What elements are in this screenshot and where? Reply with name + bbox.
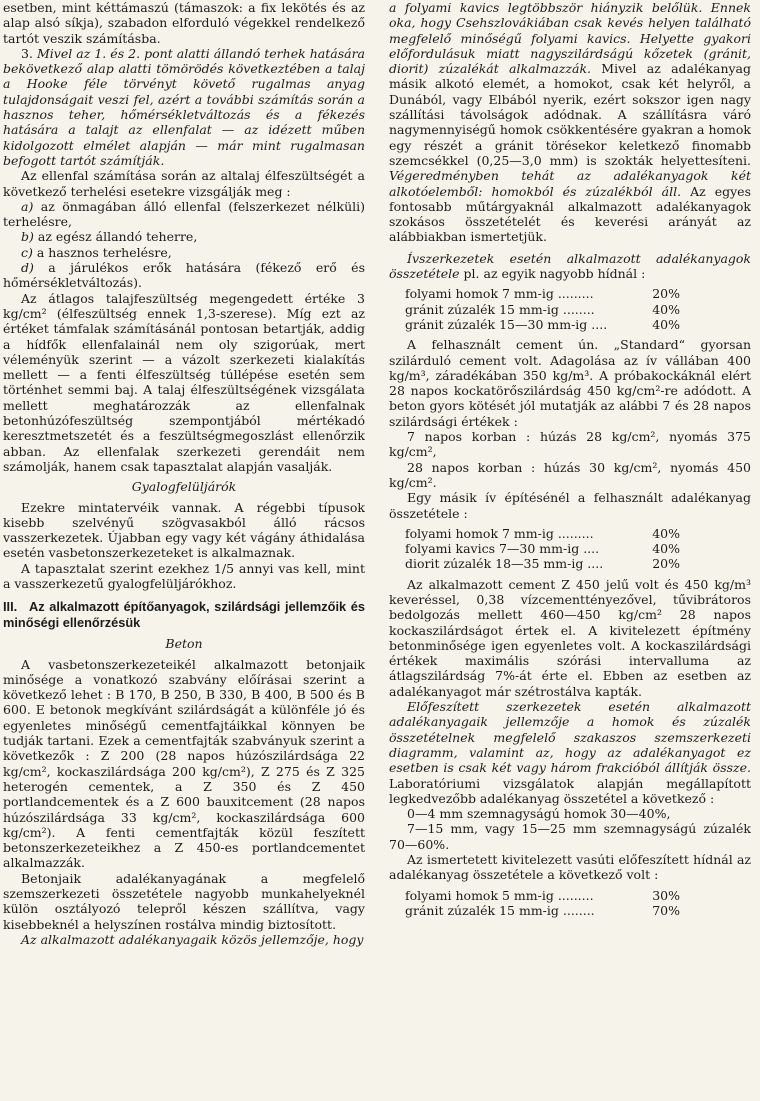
paragraph: Az alkalmazott cement Z 450 jelű volt és 450 kg/m³ keveréssel, 0,38 vízcementtényezővel, tűvibrátoros bedolgozás mellett 460—450 kg/cm² 28 napos kockaszilárdságot értek el. A kivitelezett építmény betonminősége igen egyenletes volt. A kockaszilárdsági értékek maximális szórási intervalluma az átlagszilárdság 7%-át érte el. Ebben az esetben az adalékanyagot már szétrostálva kapták. — [389, 576, 751, 699]
paragraph: 7 napos korban : húzás 28 kg/cm², nyomás 375 kg/cm², — [389, 429, 751, 460]
italic-text: Ívszerkezetek esetén alkalmazott adalékanyagok összetétele — [389, 250, 751, 282]
list-marker: a) — [21, 198, 34, 214]
italic-text: a folyami kavics legtöbbször hiányzik belőlük. Ennek oka, hogy Csehszlovákiában csak kevés helyen található megfelelő minőségű folyami kavics. Helyette gyakori előfordulásuk miatt nagyszilárdságú kőzetek (gránit, diorit) zúzalékát alkalmazzák. — [389, 0, 751, 77]
table-cell-percent: 20% — [652, 286, 680, 302]
paragraph: Ezekre mintatervéik vannak. A régebbi típusok kisebb szelvényű szögvasakból álló rácsos vasszerkezetek. Újabban egy vagy két vágány áthidalása esetén vasbetonszerkezeteket is alkalmaznak. — [3, 499, 365, 561]
table-row — [405, 317, 751, 332]
paragraph: A tapasztalat szerint ezekhez 1/5 annyi vas kell, mint a vasszerkezetű gyalogfelüljárókhoz. — [3, 560, 365, 591]
table-cell-material: gránit zúzalék 15 mm-ig ........ — [405, 902, 595, 918]
paragraph — [389, 0, 751, 245]
table-cell-percent: 30% — [652, 887, 680, 903]
list-marker: d) — [21, 260, 34, 276]
list-marker: b) — [21, 229, 34, 245]
paragraph: 0—4 mm szemnagyságú homok 30—40%, — [407, 806, 671, 822]
list-text: a hasznos terhelésre, — [32, 244, 172, 260]
text: Mivel az adalékanyag másik alkotó elemét, a homokot, csak két helyről, a Dunából, vagy Elbából nyerik, ezért sokszor igen nagy szállítási távolságok adódnak. A szállításra váró nagymennyiségű homok csökkentésére gyakran a homok egy részét a gránit törésekor keletkező finomabb szemcsékkel (0,25—3,0 mm) is szokták helyettesíteni. — [389, 61, 752, 168]
paragraph — [3, 46, 365, 168]
paragraph: Egy másik ív építésénél a felhasznált adalékanyag összetétele : — [389, 490, 751, 521]
right-column — [389, 0, 751, 923]
list-item — [3, 199, 365, 230]
mix-table-2 — [405, 526, 751, 572]
table-cell-material: folyami homok 7 mm-ig ......... — [405, 286, 594, 302]
italic-text: Mivel az 1. és 2. pont alatti állandó terhek hatására bekövetkező alap alatti tömörödés következtében a talaj a Hooke féle törvényt követő rugalmas anyag tulajdonságait veszi fel, azért a további számítás során a hasznos teher, hőmérsékletváltozás és a fékezés hatására a talajt az ellenfalat — az idézett műben kidolgozott elmélet alapján — már mint rugalmasan befogott tartót számítják. — [3, 45, 365, 168]
paragraph: Betonjaik adalékanyagának a megfelelő szemszerkezeti összetétele nagyobb munkahelyeknél külön osztályozó telepről készen szállítva, vagy kisebbeknél a helyszínen rostálva mindig biztosított. — [3, 870, 365, 932]
text: Laboratóriumi vizsgálatok alapján megállapított legkedvezőbb adalékanyag összetétel a következő : — [389, 775, 751, 806]
paragraph: Az ellenfal számítása során az altalaj élfeszültségét a következő terhelési esetekre vizsgálják meg : — [3, 168, 365, 199]
mix-table-1 — [405, 286, 751, 332]
section-heading — [3, 599, 365, 631]
table-row — [405, 286, 751, 301]
table-row — [405, 888, 751, 903]
table-cell-percent: 40% — [652, 316, 680, 332]
paragraph: A vasbetonszerkezeteikél alkalmazott betonjaik minősége a vonatkozó szabvány előírásai szerint a következő lehet : B 170, B 250, B 330, B 400, B 500 és B 600. E betonok megkívánt szilárdságát a különféle jó és egyenletes minőségű cementfajtáikkal könnyen be tudják tartani. Ezek a cementfajták szabványuk szerint a következők : Z 200 (28 napos húzószilárdsága 22 kg/cm², kockaszilárdsága 200 kg/cm²), Z 275 és Z 325 heterogén cementek, a Z 350 és Z 450 portlandcementek és a Z 600 bauxitcement (28 napos húzószilárdsága 33 kg/cm², kockaszilárdsága 600 kg/cm²). A fenti cementfajták közül feszített betonszerkezeteikhez a Z 450-es portlandcementet alkalmazzák. — [3, 656, 365, 871]
table-cell-material: folyami homok 5 mm-ig ......... — [405, 887, 594, 903]
paragraph: 7—15 mm, vagy 15—25 mm szemnagyságú zúzalék 70—60%. — [389, 821, 751, 852]
table-row — [405, 526, 751, 541]
table-cell-percent: 40% — [652, 301, 680, 317]
table-cell-material: folyami kavics 7—30 mm-ig .... — [405, 541, 600, 557]
text: pl. az egyik nagyobb hídnál : — [459, 266, 646, 282]
paragraph — [389, 251, 751, 282]
mix-table-3 — [405, 888, 751, 919]
table-row — [405, 302, 751, 317]
table-cell-percent: 40% — [652, 525, 680, 541]
paragraph — [389, 699, 751, 806]
italic-text: Előfeszített szerkezetek esetén alkalmazott adalékanyagaik jellemzője a homok és zúzalék összetételnek megfelelő szakaszos szemszerkezeti diagramm, valamint az, hogy az adalékanyagot ez esetben is csak két vagy három frakcióból állítják össze. — [389, 699, 751, 776]
subheading: Gyalogfelüljárók — [131, 479, 237, 495]
table-row — [405, 556, 751, 571]
list-text: a járulékos erők hatására (fékező erő és hőmérsékletváltozás). — [3, 260, 365, 291]
table-cell-percent: 40% — [652, 541, 680, 557]
paragraph: 28 napos korban : húzás 30 kg/cm², nyomás 450 kg/cm². — [389, 459, 751, 490]
table-cell-material: folyami homok 7 mm-ig ......... — [405, 525, 594, 541]
list-item — [3, 260, 365, 291]
item-number: 3. — [21, 45, 37, 61]
table-cell-percent: 20% — [652, 556, 680, 572]
paragraph: A felhasznált cement ún. „Standard“ gyorsan szilárduló cement volt. Adagolása az ív vállában 400 kg/m³, záradékában 350 kg/m³. A próbakockáknál elért 28 napos kockatörőszilárdság 450 kg/cm²-re adódott. A beton gyors kötését jól mutatják az alábbi 7 és 28 napos szilárdsági értékek : — [389, 337, 751, 429]
list-marker: c) — [21, 244, 33, 260]
section-number: III. — [3, 599, 18, 615]
italic-text: Végeredményben tehát az adalékanyagok két alkotóelemből: homokból és zúzalékból áll. — [389, 168, 751, 199]
table-cell-percent: 70% — [652, 902, 680, 918]
list-item — [3, 229, 365, 244]
list-item — [3, 245, 365, 260]
section-title: Az alkalmazott építőanyagok, szilárdsági jellemzőik és minőségi ellenőrzésük — [3, 599, 365, 631]
table-cell-material: gránit zúzalék 15—30 mm-ig .... — [405, 316, 608, 332]
paragraph: esetben, mint kéttámaszú (támaszok: a fix lekötés és az alap alsó síkja), szabadon elforduló végekkel rendelkező tartót veszik számításba. — [3, 0, 365, 46]
left-column — [3, 0, 365, 947]
paragraph: Az ismertetett kivitelezett vasúti előfeszített hídnál az adalékanyag összetétele a következő volt : — [389, 852, 751, 883]
paragraph: Az alkalmazott adalékanyagaik közös jellemzője, hogy — [21, 931, 364, 947]
subheading: Beton — [165, 636, 203, 652]
list-text: az önmagában álló ellenfal (felszerkezet nélküli) terhelésre, — [3, 198, 365, 230]
table-cell-material: diorit zúzalék 18—35 mm-ig .... — [405, 556, 604, 572]
paragraph: Az átlagos talajfeszültség megengedett értéke 3 kg/cm² (élfeszültség ennek 1,3-szerese). Míg ezt az értéket támfalak számításánál pontosan betartják, addig a hídfők ellenfalainál nem oly szigorúak, mert véleményük szerint — a vázolt szerkezeti kialakítás mellett — a fenti élfeszültség túllépése esetén sem történhet semmi baj. A talaj élfeszültségének vizsgálata mellett meghatározzák az ellenfalnak betonhúzófeszültség szempontjából mértékadó keresztmetszetét és a feszültségmegoszlást ellenőrzik abban. Az ellenfalak szerkezeti gerendáit nem számolják, hanem csak tapasztalat alapján vasalják. — [3, 290, 365, 474]
table-row — [405, 541, 751, 556]
text: Az egyes fontosabb műtárgyaknál alkalmazott adalékanyagok szokásos összetételét és keverési arányát az alábbiakban ismertetjük. — [389, 183, 751, 245]
table-cell-material: gránit zúzalék 15 mm-ig ........ — [405, 301, 595, 317]
table-row — [405, 903, 751, 918]
list-text: az egész állandó teherre, — [33, 229, 198, 245]
